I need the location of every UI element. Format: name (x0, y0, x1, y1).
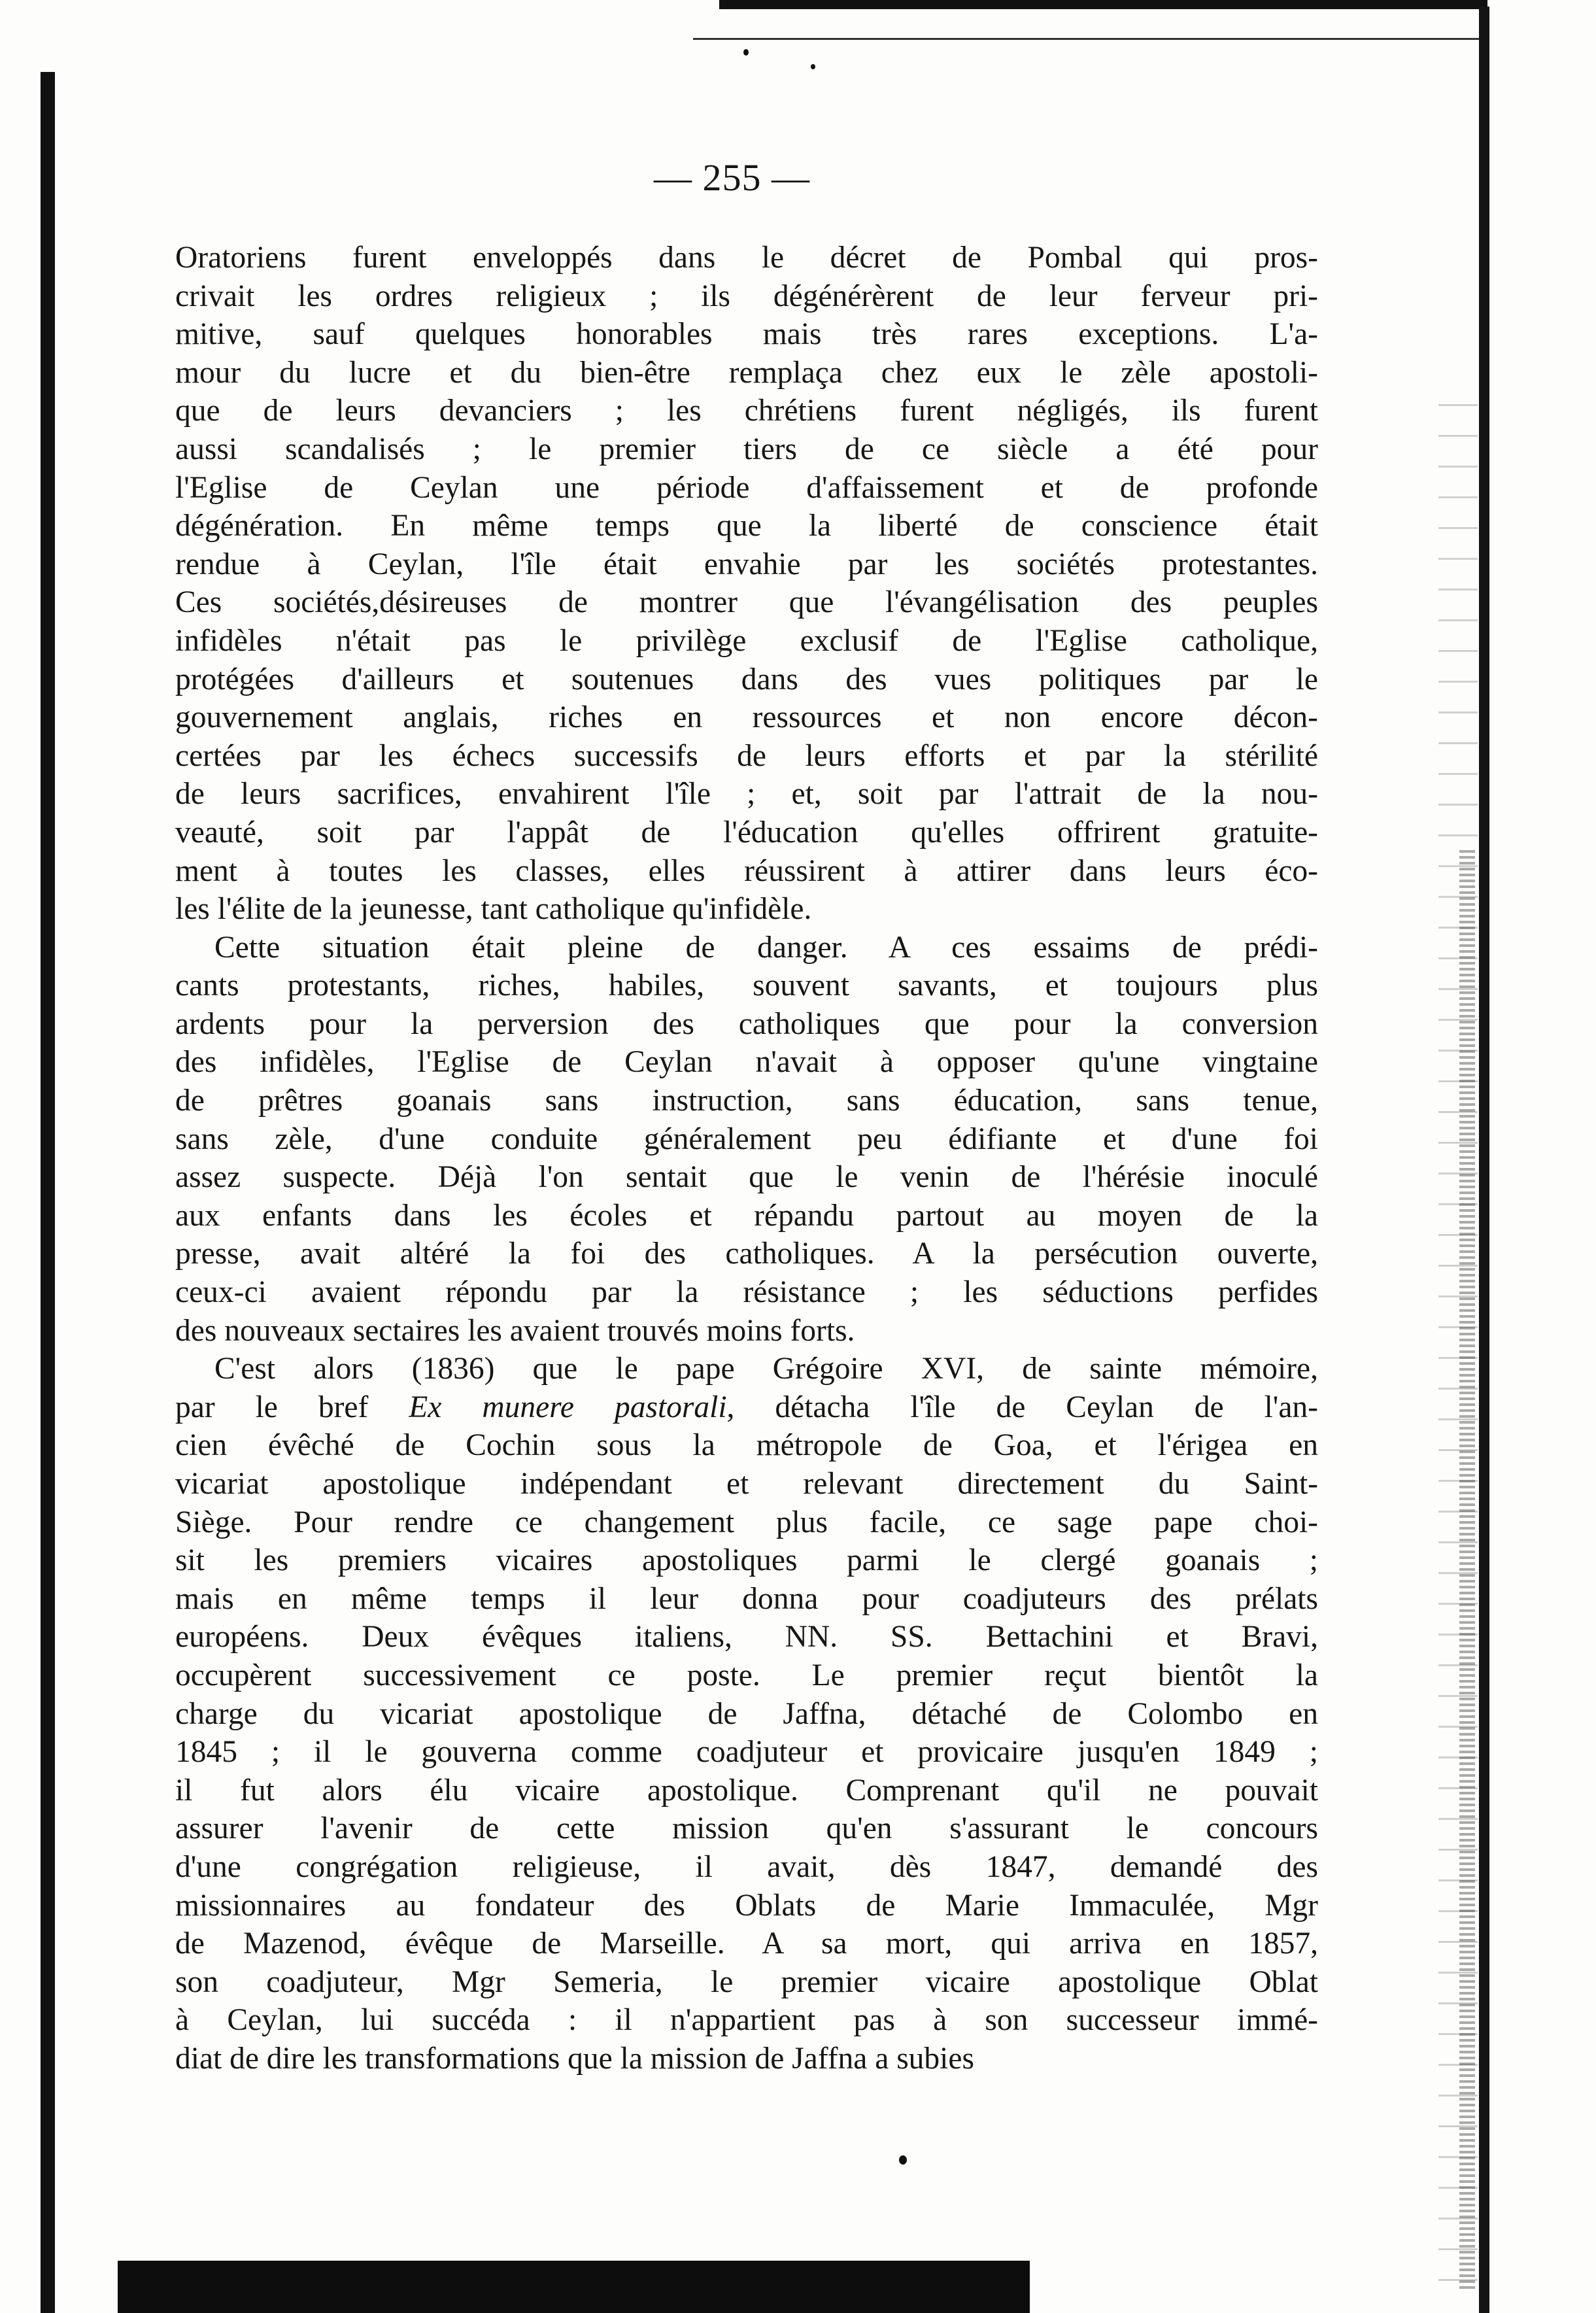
paragraph (175, 1350, 1318, 2078)
text-line: ment à toutes les classes, elles réussirent à attirer dans leurs éco- (175, 853, 1318, 888)
ink-spot (899, 2155, 907, 2165)
text-line: cants protestants, riches, habiles, souvent savants, et toujours plus (175, 968, 1318, 1003)
scan-edge-bottom (118, 2261, 1030, 2313)
text-line: veauté, soit par l'appât de l'éducation qu'elles offrirent gratuite- (175, 815, 1318, 849)
text-line: charge du vicariat apostolique de Jaffna, détaché de Colombo en (175, 1696, 1318, 1731)
text-line: d'une congrégation religieuse, il avait, dès 1847, demandé des (175, 1849, 1318, 1884)
text-line: les l'élite de la jeunesse, tant catholique qu'infidèle. (175, 892, 812, 927)
text-line: assurer l'avenir de cette mission qu'en s'assurant le concours (175, 1811, 1318, 1846)
text-line: mitive, sauf quelques honorables mais très rares exceptions. L'a- (175, 317, 1318, 352)
text-line: de prêtres goanais sans instruction, sans éducation, sans tenue, (175, 1084, 1318, 1118)
text-line: Oratoriens furent enveloppés dans le décret de Pombal qui pros- (175, 241, 1318, 275)
scan-noise-right-dense (1459, 850, 1475, 2289)
text-line: de leurs sacrifices, envahirent l'île ; et, soit par l'attrait de la nou- (175, 777, 1318, 812)
ink-spot (743, 49, 749, 56)
text-line: sans zèle, d'une conduite généralement peu édifiante et d'une foi (175, 1122, 1318, 1156)
text-line: Ces sociétés,désireuses de montrer que l'évangélisation des peuples (175, 585, 1318, 620)
page-number: — 255 — (654, 156, 810, 199)
text-line: de Mazenod, évêque de Marseille. A sa mort, qui arriva en 1857, (175, 1927, 1318, 1961)
text-line: il fut alors élu vicaire apostolique. Comprenant qu'il ne pouvait (175, 1773, 1318, 1808)
ink-spot (811, 64, 815, 69)
text-line: des nouveaux sectaires les avaient trouvés moins forts. (175, 1313, 855, 1348)
text-line: 1845 ; il le gouverna comme coadjuteur et provicaire jusqu'en 1849 ; (175, 1735, 1318, 1770)
text-line: diat de dire les transformations que la mission de Jaffna a subies (175, 2041, 974, 2076)
text-line: cien évêché de Cochin sous la métropole de Goa, et l'érigea en (175, 1428, 1318, 1463)
text-line: gouvernement anglais, riches en ressources et non encore décon- (175, 700, 1318, 735)
text-line: par le bref Ex munere pastorali, détacha l'île de Ceylan de l'an- (175, 1390, 1318, 1424)
scan-edge-top (719, 0, 1487, 9)
text-line: Siège. Pour rendre ce changement plus facile, ce sage pape choi- (175, 1505, 1318, 1539)
text-line: mour du lucre et du bien-être remplaça chez eux le zèle apostoli- (175, 355, 1318, 390)
text-line: missionnaires au fondateur des Oblats de Marie Immaculée, Mgr (175, 1888, 1318, 1923)
text-line: protégées d'ailleurs et soutenues dans des vues politiques par le (175, 662, 1318, 696)
text-line: aux enfants dans les écoles et répandu partout au moyen de la (175, 1198, 1318, 1233)
text-line: que de leurs devanciers ; les chrétiens furent négligés, ils furent (175, 394, 1318, 428)
text-line: ceux-ci avaient répondu par la résistance ; les séductions perfides (175, 1275, 1318, 1310)
text-line: infidèles n'était pas le privilège exclusif de l'Eglise catholique, (175, 623, 1318, 658)
text-line: presse, avait altéré la foi des catholiques. A la persécution ouverte, (175, 1237, 1318, 1271)
text-line: ardents pour la perversion des catholiques que pour la conversion (175, 1006, 1318, 1041)
body-text (175, 239, 1318, 2078)
text-line: européens. Deux évêques italiens, NN. SS. Bettachini et Bravi, (175, 1620, 1318, 1654)
text-line: rendue à Ceylan, l'île était envahie par les sociétés protestantes. (175, 547, 1318, 581)
scan-edge-left (41, 72, 55, 2313)
text-line: certées par les échecs successifs de leurs efforts et par la stérilité (175, 738, 1318, 773)
paragraph (175, 929, 1318, 1350)
text-line: occupèrent successivement ce poste. Le premier reçut bientôt la (175, 1658, 1318, 1692)
text-line: des infidèles, l'Eglise de Ceylan n'avait à opposer qu'une vingtaine (175, 1045, 1318, 1080)
text-line: à Ceylan, lui succéda : il n'appartient pas à son successeur immé- (175, 2003, 1318, 2038)
paragraph (175, 239, 1318, 929)
scan-rule-top (693, 38, 1487, 40)
text-line: vicariat apostolique indépendant et relevant directement du Saint- (175, 1467, 1318, 1501)
scan-edge-right (1479, 7, 1489, 2313)
text-line: sit les premiers vicaires apostoliques parmi le clergé goanais ; (175, 1543, 1318, 1578)
text-line: l'Eglise de Ceylan une période d'affaissement et de profonde (175, 470, 1318, 505)
text-line: son coadjuteur, Mgr Semeria, le premier vicaire apostolique Oblat (175, 1964, 1318, 1999)
text-line: C'est alors (1836) que le pape Grégoire XVI, de sainte mémoire, (214, 1352, 1318, 1386)
text-line: aussi scandalisés ; le premier tiers de ce siècle a été pour (175, 432, 1318, 466)
text-line: crivait les ordres religieux ; ils dégénérèrent de leur ferveur pri- (175, 279, 1318, 313)
text-line: assez suspecte. Déjà l'on sentait que le venin de l'hérésie inoculé (175, 1160, 1318, 1195)
text-line: dégénération. En même temps que la liberté de conscience était (175, 509, 1318, 543)
text-line: Cette situation était pleine de danger. A ces essaims de prédi- (214, 930, 1318, 965)
text-line: mais en même temps il leur donna pour coadjuteurs des prélats (175, 1581, 1318, 1616)
